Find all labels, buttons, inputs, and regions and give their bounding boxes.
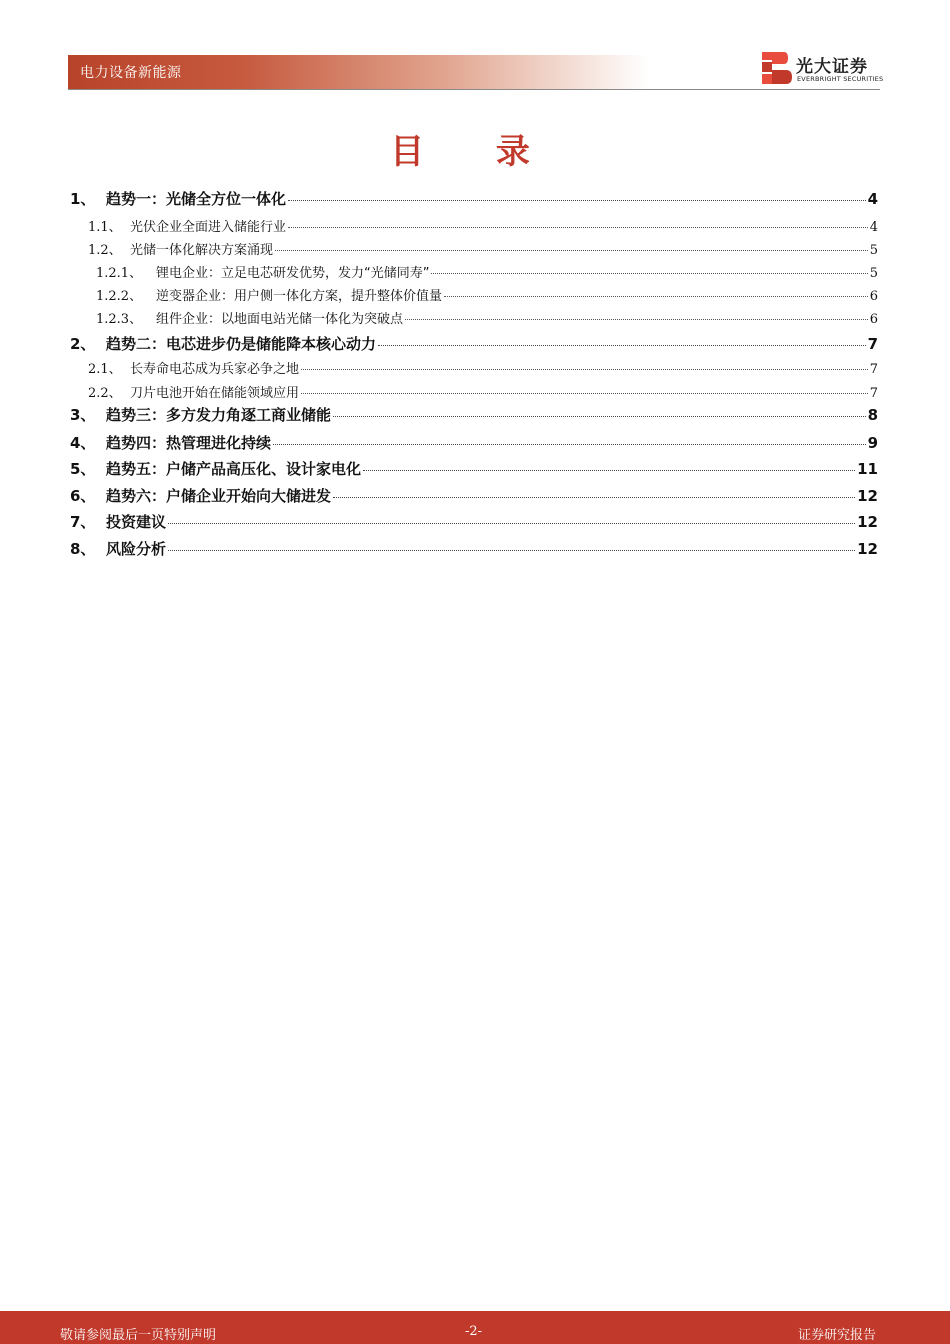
toc-title: 目 录 [390,132,560,172]
report-type: 证券研究报告 [798,1328,877,1343]
toc-entry[interactable]: 1.2、 光储一体化解决方案涌现 5 [88,243,878,258]
toc-entry[interactable]: 1.1、 光伏企业全面进入储能行业 4 [88,220,878,235]
toc-entry[interactable]: 1.2.1、 锂电企业：立足电芯研发优势，发力“光储同寿” 5 [96,266,878,281]
toc-entry[interactable]: 8、 风险分析 12 [70,540,878,558]
toc-entry[interactable]: 2、 趋势二：电芯进步仍是储能降本核心动力 7 [70,335,878,353]
toc-entry[interactable]: 7、 投资建议 12 [70,513,878,531]
brand-name-cn: 光大证券 [796,57,868,77]
toc-entry[interactable]: 2.2、 刀片电池开始在储能领域应用 7 [88,386,878,401]
toc-entry[interactable]: 4、 趋势四：热管理进化持续 9 [70,434,878,452]
toc-entry[interactable]: 5、 趋势五：户储产品高压化、设计家电化 11 [70,460,878,478]
toc-entry[interactable]: 1.2.3、 组件企业：以地面电站光储一体化为突破点 6 [96,312,878,327]
brand-name-en: EVERBRIGHT SECURITIES [797,75,884,83]
section-label: 电力设备新能源 [80,65,182,81]
toc-entry[interactable]: 3、 趋势三：多方发力角逐工商业储能 8 [70,406,878,424]
header-divider [68,89,880,90]
page-number: -2- [465,1324,483,1339]
toc-entry[interactable]: 6、 趋势六：户储企业开始向大储进发 12 [70,487,878,505]
toc-entry[interactable]: 1.2.2、 逆变器企业：用户侧一体化方案，提升整体价值量 6 [96,289,878,304]
footer-disclaimer: 敬请参阅最后一页特别声明 [60,1328,217,1343]
toc-entry[interactable]: 1、 趋势一：光储全方位一体化 4 [70,190,878,208]
toc-entry[interactable]: 2.1、 长寿命电芯成为兵家必争之地 7 [88,362,878,377]
